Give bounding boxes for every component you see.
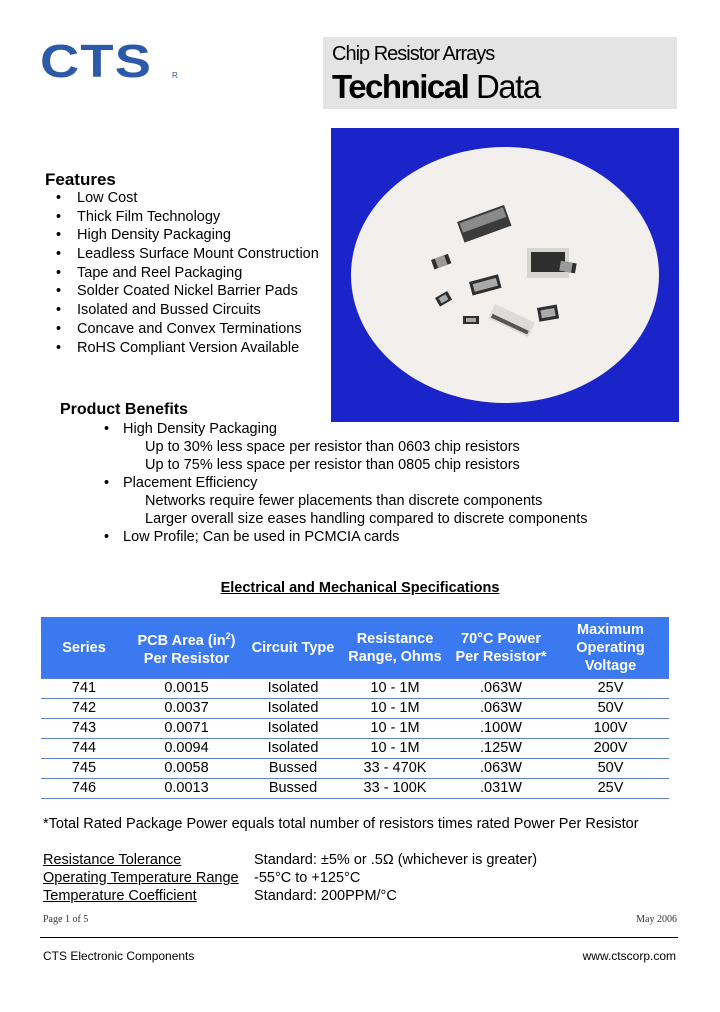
table-row — [41, 699, 669, 719]
cell: 50V — [552, 699, 669, 719]
chip-small-5 — [463, 316, 479, 324]
param-value: Standard: 200PPM/°C — [254, 888, 397, 904]
company-name: CTS Electronic Components — [43, 949, 195, 963]
benefit-title: Low Profile; Can be used in PCMCIA cards — [123, 529, 400, 545]
benefits-heading: Product Benefits — [60, 401, 189, 418]
cell: 100V — [552, 719, 669, 739]
features-heading: Features — [45, 170, 116, 189]
feature-text: Leadless Surface Mount Construction — [77, 246, 319, 263]
cell: 0.0037 — [127, 699, 246, 719]
cell: 33 - 100K — [340, 779, 450, 799]
table-row — [41, 679, 669, 699]
bullet: • — [56, 246, 62, 263]
table-row — [41, 719, 669, 739]
page-number: Page 1 of 5 — [43, 914, 89, 925]
chip-small-3 — [435, 291, 452, 307]
cell: 10 - 1M — [340, 739, 450, 759]
chip-medium — [469, 274, 502, 295]
cell: 745 — [41, 759, 127, 779]
feature-text: Low Cost — [77, 190, 138, 206]
chip-resistors-illustration — [331, 128, 679, 422]
benefit-detail: Up to 30% less space per resistor than 0603 chip resistors — [145, 439, 520, 455]
cell: .100W — [450, 719, 552, 739]
col-resistance: Resistance Range, Ohms — [340, 617, 450, 679]
cell: Isolated — [246, 699, 340, 719]
col-pcb-area: PCB Area $(in^2)$ Per Resistor — [127, 617, 246, 679]
bullet: • — [56, 264, 62, 281]
website-link[interactable]: www.ctscorp.com — [582, 949, 676, 963]
cell: 0.0058 — [127, 759, 246, 779]
feature-text: RoHS Compliant Version Available — [77, 339, 300, 356]
cell: Isolated — [246, 739, 340, 759]
cell: Bussed — [246, 779, 340, 799]
cell: 10 - 1M — [340, 679, 450, 699]
benefit-detail: Up to 75% less space per resistor than 0805 chip resistors — [145, 457, 520, 473]
cell: 50V — [552, 759, 669, 779]
col-voltage: Maximum Operating Voltage — [552, 617, 669, 679]
registered-mark: R — [172, 71, 178, 80]
chip-small-1 — [431, 254, 451, 270]
cell: .125W — [450, 739, 552, 759]
bullet: • — [104, 475, 110, 491]
cell: 742 — [41, 699, 127, 719]
title-light: Data — [475, 68, 540, 105]
cell: Isolated — [246, 719, 340, 739]
param-value: -55°C to +125°C — [254, 870, 361, 886]
cell: 0.0015 — [127, 679, 246, 699]
bullet: • — [56, 283, 62, 300]
chip-white-long — [488, 304, 535, 337]
feature-text: Thick Film Technology — [77, 208, 221, 225]
spec-title: Electrical and Mechanical Specifications — [220, 580, 500, 596]
chip-top — [559, 261, 573, 273]
benefit-detail: Networks require fewer placements than discrete components — [145, 493, 543, 509]
cell: 0.0013 — [127, 779, 246, 799]
chip-top — [466, 318, 476, 322]
bullet: • — [56, 320, 62, 337]
chip-large — [457, 205, 512, 243]
cell: 25V — [552, 679, 669, 699]
product-photo — [331, 128, 679, 422]
bullet: • — [56, 190, 62, 206]
feature-text: Solder Coated Nickel Barrier Pads — [77, 283, 298, 300]
cell: Bussed — [246, 759, 340, 779]
bullet: • — [104, 421, 110, 437]
benefit-title: Placement Efficiency — [123, 475, 258, 491]
document-subtitle: Chip Resistor Arrays — [332, 43, 495, 65]
spec-table — [41, 617, 669, 799]
chip-small-4 — [537, 305, 559, 322]
table-row — [41, 759, 669, 779]
cell: 741 — [41, 679, 127, 699]
bullet: • — [56, 339, 62, 356]
table-row — [41, 739, 669, 759]
cell: 743 — [41, 719, 127, 739]
cell: 10 - 1M — [340, 699, 450, 719]
cell: 744 — [41, 739, 127, 759]
cell: 25V — [552, 779, 669, 799]
cell: .063W — [450, 679, 552, 699]
feature-text: High Density Packaging — [77, 227, 231, 244]
cell: 0.0071 — [127, 719, 246, 739]
bullet: • — [56, 302, 62, 319]
footer-divider — [40, 937, 678, 938]
bullet: • — [56, 227, 62, 244]
cell: 746 — [41, 779, 127, 799]
cell: .031W — [450, 779, 552, 799]
param-label: Resistance Tolerance — [43, 852, 182, 868]
param-label: Temperature Coefficient — [43, 888, 197, 904]
cell: 200V — [552, 739, 669, 759]
cts-logo: CTS — [40, 35, 153, 87]
col-power: 70°C Power Per Resistor* — [450, 617, 552, 679]
param-label: Operating Temperature Range — [43, 870, 239, 886]
feature-text: Tape and Reel Packaging — [77, 264, 243, 281]
benefit-detail: Larger overall size eases handling compared to discrete components — [145, 511, 588, 527]
cell: 0.0094 — [127, 739, 246, 759]
cell: 33 - 470K — [340, 759, 450, 779]
cell: .063W — [450, 759, 552, 779]
power-note: *Total Rated Package Power equals total number of resistors times rated Power Per Resistor — [43, 816, 639, 832]
table-row — [41, 779, 669, 799]
document-title — [332, 68, 540, 106]
feature-text: Concave and Convex Terminations — [77, 320, 302, 337]
table-header-row — [41, 617, 669, 679]
benefit-title: High Density Packaging — [123, 421, 277, 437]
col-circuit-type: Circuit Type — [246, 617, 340, 679]
bullet: • — [104, 529, 110, 545]
col-series: Series — [41, 617, 127, 679]
param-value: Standard: ±5% or .5Ω (whichever is greater) — [254, 852, 538, 868]
bullet: • — [56, 208, 62, 225]
title-bold: Technical — [332, 68, 469, 105]
cell: 10 - 1M — [340, 719, 450, 739]
document-date: May 2006 — [636, 914, 677, 925]
feature-text: Isolated and Bussed Circuits — [77, 302, 261, 319]
cell: .063W — [450, 699, 552, 719]
cell: Isolated — [246, 679, 340, 699]
